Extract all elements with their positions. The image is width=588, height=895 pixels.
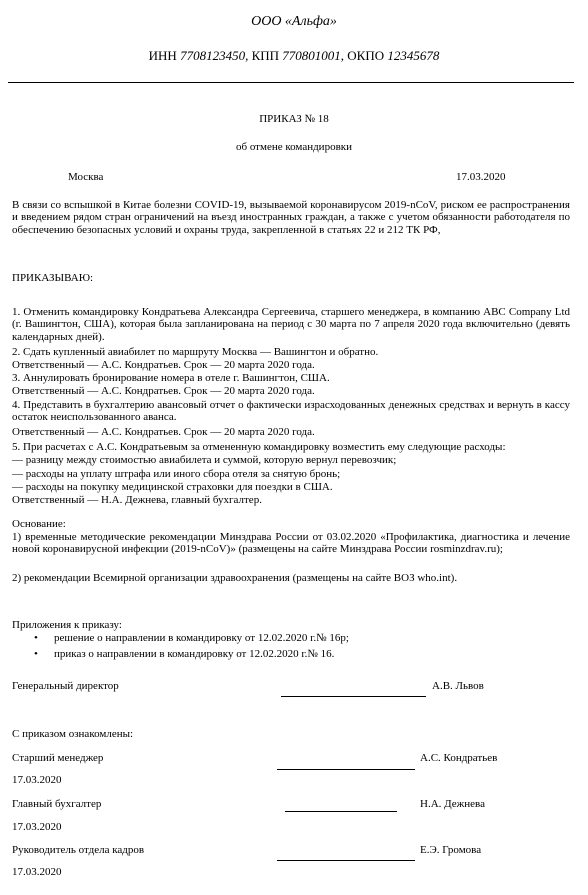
signer-date: 17.03.2020: [12, 866, 62, 878]
header-divider: [8, 82, 574, 83]
signer-position: Руководитель отдела кадров: [12, 844, 145, 856]
item-5-sub-b: — расходы на уплату штрафа или иного сбора отеля за снятую бронь;: [12, 468, 341, 480]
basis-2: 2) рекомендации Всемирной организации здравоохранения (размещены на сайте ВОЗ who.int).: [12, 572, 458, 584]
director-name: А.В. Львов: [432, 680, 484, 692]
item-2-responsible: Ответственный — А.С. Кондратьев. Срок — 20 марта 2020 года.: [12, 359, 315, 371]
item-1: 1. Отменить командировку Кондратьева Александра Сергеевича, старшего менеджера, в компанию ABC Company Ltd (г. Вашингтон, США), которая была запланирована на период с 30 марта по 7 апреля 2020 года включительно (девять календарных дней).: [12, 306, 570, 343]
order-city: Москва: [68, 171, 104, 183]
attachment-1: решение о направлении в командировку от 12.02.2020 г.№ 16р;: [54, 632, 349, 644]
inn-label: ИНН: [148, 48, 181, 63]
signer-signature-line: [277, 860, 415, 861]
kpp-value: 770801001: [282, 48, 341, 63]
signer-date: 17.03.2020: [12, 774, 62, 786]
director-signature-line: [281, 696, 426, 697]
signer-position: Старший менеджер: [12, 752, 104, 764]
preamble: В связи со вспышкой в Китае болезни COVID-19, вызываемой коронавирусом 2019-nCoV, риском ее распространения и введением рядом стран ограничений на въезд иностранных граждан, а также с учетом обязанности работодателя по обеспечению безопасных условий и охраны труда, закрепленной в статьях 22 и 212 ТК РФ,: [12, 199, 570, 236]
signer-name: А.С. Кондратьев: [420, 752, 498, 764]
item-5-sub-c: — расходы на покупку медицинской страховки для поездки в США.: [12, 481, 333, 493]
item-3: 3. Аннулировать бронирование номера в отеле г. Вашингтон, США.: [12, 372, 330, 384]
okpo-label: , ОКПО: [340, 48, 388, 63]
company-name: ООО «Альфа»: [251, 14, 337, 29]
signer-signature-line: [285, 811, 397, 812]
inn-value: 7708123450: [180, 48, 246, 63]
acquainted-label: С приказом ознакомлены:: [12, 728, 134, 740]
kpp-label: , КПП: [245, 48, 283, 63]
okpo-value: 12345678: [387, 48, 440, 63]
signer-name: Е.Э. Громова: [420, 844, 482, 856]
attachments-label: Приложения к приказу:: [12, 619, 122, 631]
attachment-2: приказ о направлении в командировку от 12.02.2020 г.№ 16.: [54, 648, 335, 660]
order-subtitle: об отмене командировки: [235, 141, 352, 153]
order-word: ПРИКАЗЫВАЮ:: [12, 272, 94, 284]
item-3-responsible: Ответственный — А.С. Кондратьев. Срок — 20 марта 2020 года.: [12, 385, 315, 397]
order-title: ПРИКАЗ № 18: [259, 113, 329, 125]
item-5-sub-a: — разницу между стоимостью авиабилета и суммой, которую вернул перевозчик;: [12, 454, 397, 466]
basis-label: Основание:: [12, 518, 66, 530]
item-2: 2. Сдать купленный авиабилет по маршруту Москва — Вашингтон и обратно.: [12, 346, 379, 358]
bullet-icon: •: [34, 648, 38, 660]
company-identifiers: [0, 50, 588, 62]
basis-1: 1) временные методические рекомендации Минздрава России от 03.02.2020 «Профилактика, диагностика и лечение новой коронавирусной инфекции (2019-nCoV)» (размещены на сайте Минздрава России rosminzdrav.ru);: [12, 531, 570, 556]
order-date: 17.03.2020: [456, 171, 506, 183]
signer-position: Главный бухгалтер: [12, 798, 102, 810]
signer-name: Н.А. Дежнева: [420, 798, 485, 810]
director-position: Генеральный директор: [12, 680, 119, 692]
signer-date: 17.03.2020: [12, 821, 62, 833]
bullet-icon: •: [34, 632, 38, 644]
item-4-responsible: Ответственный — А.С. Кондратьев. Срок — 20 марта 2020 года.: [12, 426, 315, 438]
signer-signature-line: [277, 769, 415, 770]
item-4: 4. Представить в бухгалтерию авансовый отчет о фактически израсходованных денежных средствах и вернуть в кассу остаток неиспользованного аванса.: [12, 399, 570, 424]
item-5: 5. При расчетах с А.С. Кондратьевым за отмененную командировку возместить ему следующие расходы:: [12, 441, 506, 453]
item-5-responsible: Ответственный — Н.А. Дежнева, главный бухгалтер.: [12, 494, 262, 506]
